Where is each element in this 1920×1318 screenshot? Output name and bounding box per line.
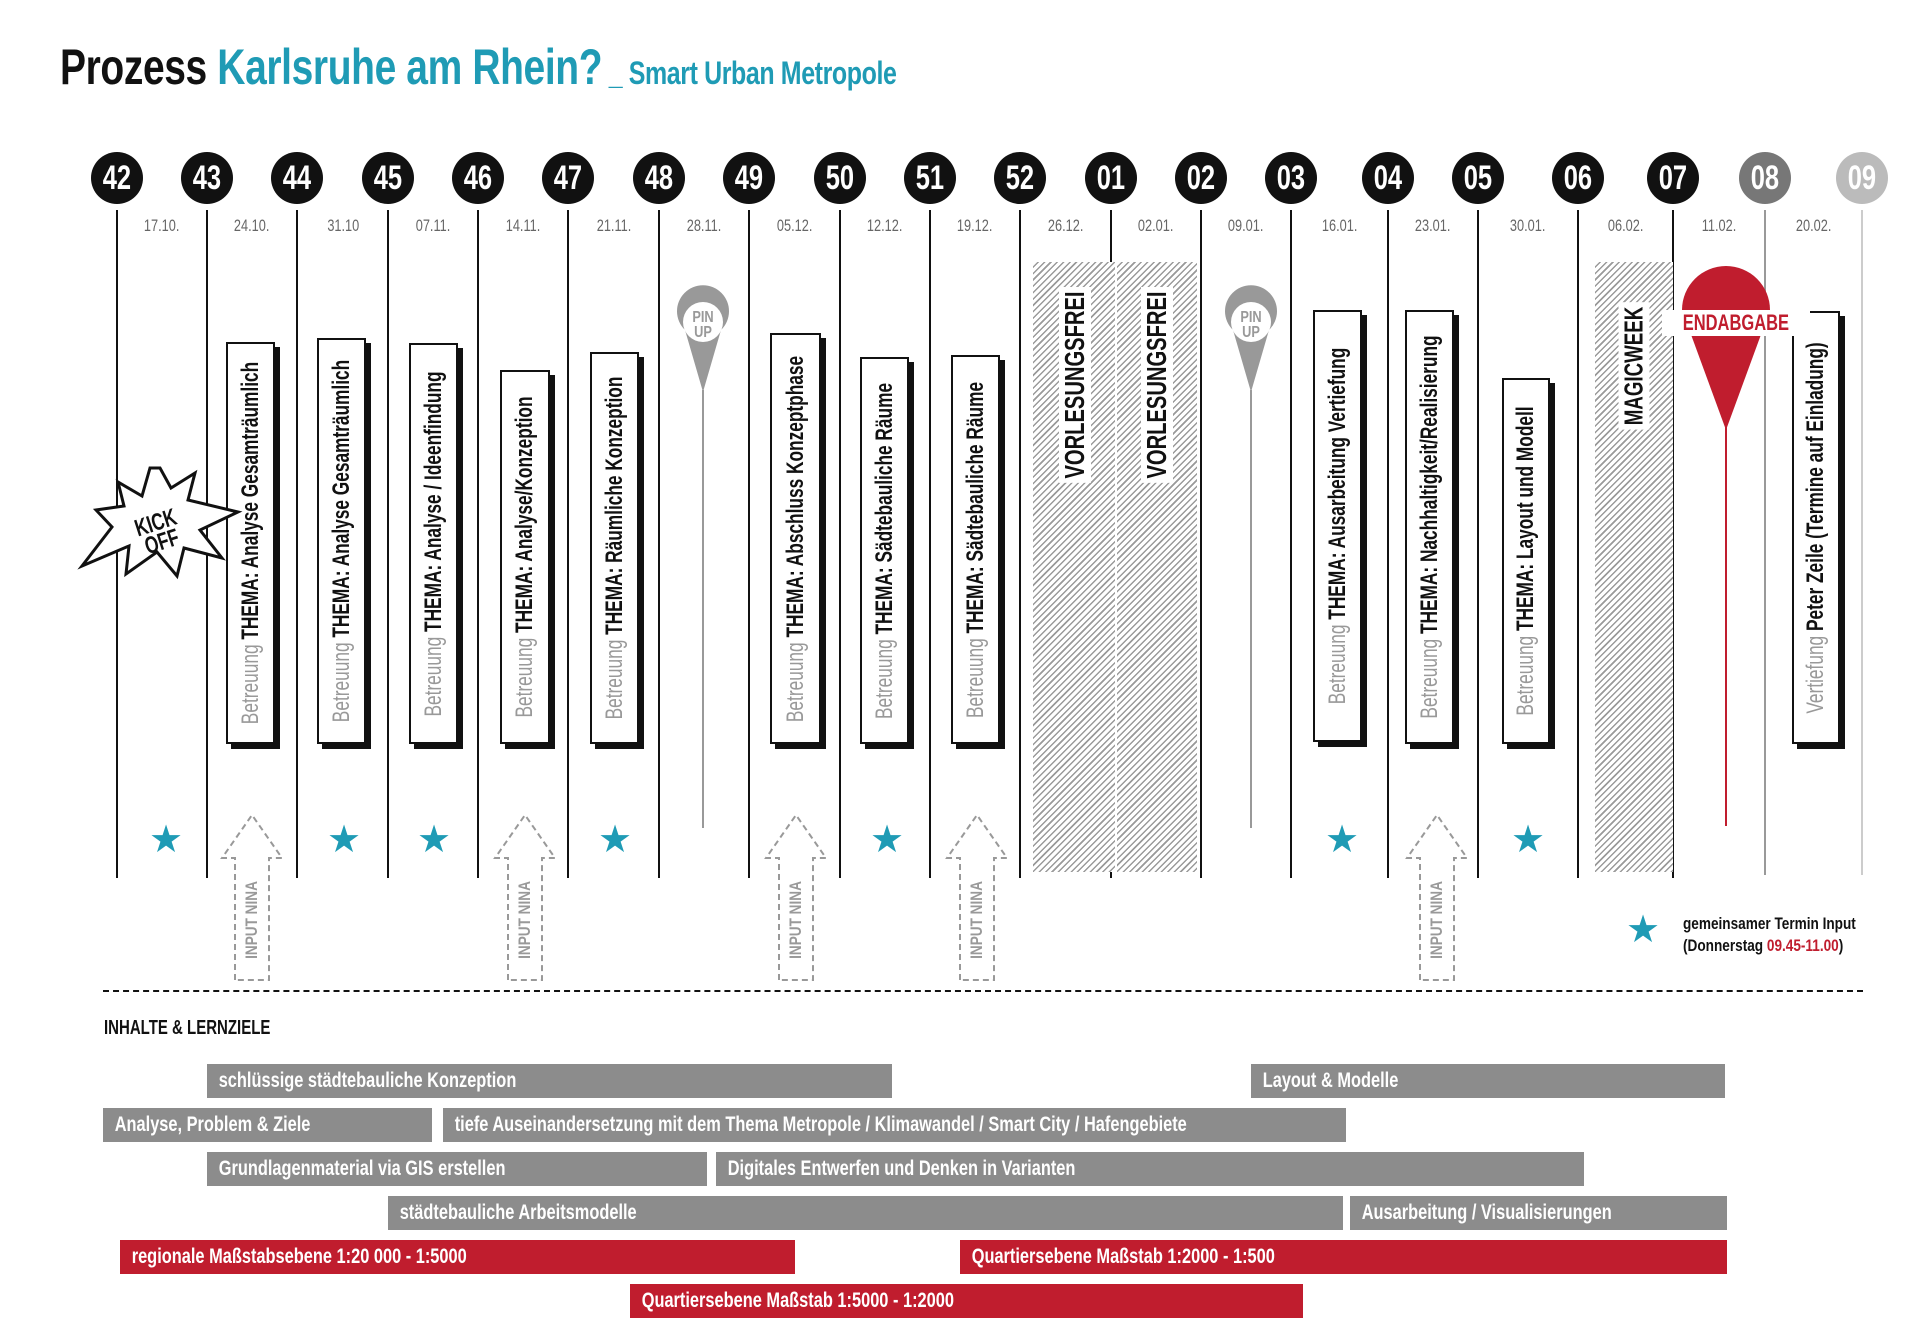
week-date-text: 11.02. [1701, 216, 1737, 235]
input-arrows [222, 815, 1467, 980]
topic-label: THEMA [419, 570, 447, 632]
topic-title: : Analyse Gesamträumlich [327, 359, 355, 577]
week-number-text: 44 [282, 159, 312, 197]
week-date-text: 19.12. [957, 216, 993, 235]
topic-title: : Räumliche Konzeption [600, 376, 628, 574]
topic-prefix: Betreuung [781, 637, 809, 722]
input-nina-label-3: INPUT NINA [786, 881, 805, 959]
week-date-text: 31.10 [327, 216, 359, 235]
endabgabe-drop-icon [1682, 266, 1770, 430]
week-date-text: 07.11. [415, 216, 451, 235]
week-number-text: 03 [1276, 159, 1306, 197]
topic-prefix: Betreuung [1323, 619, 1351, 705]
title-subtitle: _ Smart Urban Metropole [602, 55, 897, 91]
week-number-text: 05 [1463, 159, 1493, 197]
goal-bar [630, 1284, 1303, 1318]
goal-bar-text: Layout & Modelle [1262, 1069, 1399, 1092]
week-date-text: 23.01. [1415, 216, 1451, 235]
goal-bar [103, 1108, 432, 1142]
topic-label: THEMA [600, 573, 628, 635]
input-nina-label-4: INPUT NINA [967, 881, 986, 959]
goal-bar [207, 1152, 707, 1186]
topic-prefix: Betreuung [236, 639, 264, 725]
input-nina-label-1: INPUT NINA [242, 881, 261, 959]
week-number-text: 01 [1096, 159, 1126, 197]
goal-bar [120, 1240, 795, 1274]
topic-prefix: Betreuung [511, 632, 538, 718]
week-number-text: 48 [644, 159, 674, 197]
goal-bar [960, 1240, 1727, 1274]
input-star-icon: ★ [416, 819, 452, 861]
title-prefix: Prozess [60, 39, 218, 95]
topic-label: THEMA [236, 578, 264, 640]
topic-label: Peter Zeile (Termine auf Einladung) [1802, 341, 1829, 631]
topic-title: : Sädtebauliche Räume [961, 381, 989, 572]
input-nina-label-5: INPUT NINA [1427, 881, 1446, 959]
pinup-text-2: PIN UP [1240, 309, 1262, 341]
topic-title: : Layout und Modell [1512, 406, 1539, 570]
topic-title: : Analyse Gesamträumlich [236, 361, 264, 579]
week-number-text: 08 [1750, 159, 1780, 197]
week-number-text: 09 [1847, 159, 1877, 197]
topic-prefix: Vertiefung [1802, 630, 1829, 714]
week-date-text: 02.01. [1138, 216, 1174, 235]
week-date-text: 09.01. [1228, 216, 1264, 235]
goal-bar-text: Quartiersebene Maßstab 1:2000 - 1:500 [971, 1245, 1275, 1268]
legend-star-icon: ★ [1626, 909, 1661, 951]
week-date-text: 30.01. [1510, 216, 1546, 235]
topic-prefix: Betreuung [600, 634, 628, 720]
input-star-icon: ★ [1510, 819, 1546, 861]
vorlesungsfrei-label-1: VORLESUNGSFREI [1059, 287, 1091, 483]
week-date-text: 21.11. [596, 216, 632, 235]
topic-label: THEMA [961, 571, 989, 634]
topic-prefix: Betreuung [961, 633, 989, 718]
goal-bar-text: Grundlagenmaterial via GIS erstellen [218, 1157, 506, 1180]
topic-label: THEMA [511, 571, 538, 633]
week-number-text: 50 [825, 159, 855, 197]
goal-bar-text: Digitales Entwerfen und Denken in Varianten [727, 1157, 1076, 1180]
goal-bar [388, 1196, 1343, 1230]
topic-label: THEMA [1415, 572, 1443, 635]
goal-bar-text: tiefe Auseinandersetzung mit dem Thema Metropole / Klimawandel / Smart City / Hafengebiete [454, 1113, 1187, 1136]
section-title-text: INHALTE & LERNZIELE [104, 1017, 271, 1039]
legend-time: 09.45-11.00 [1766, 936, 1839, 955]
input-star-icon: ★ [597, 819, 633, 861]
topic-title: : Ausarbeitung Vertiefung [1323, 347, 1351, 559]
input-star-icon: ★ [148, 819, 184, 861]
goal-bar-text: Ausarbeitung / Visualisierungen [1361, 1201, 1612, 1224]
legend-line1: gemeinsamer Termin Input [1683, 914, 1856, 933]
week-date-text: 14.11. [505, 216, 541, 235]
week-date-text: 28.11. [686, 216, 722, 235]
pinup-text-1: PIN UP [692, 309, 714, 341]
week-number-text: 07 [1658, 159, 1688, 197]
week-number-text: 04 [1373, 159, 1403, 197]
week-number-text: 42 [102, 159, 132, 197]
topic-title: : Analyse/Konzeption [511, 396, 538, 572]
week-date-text: 05.12. [777, 216, 813, 235]
vorlesungsfrei-label-2: VORLESUNGSFREI [1141, 287, 1173, 483]
week-number-text: 49 [734, 159, 764, 197]
topic-prefix: Betreuung [1512, 631, 1539, 716]
goal-bar-text: Quartiersebene Maßstab 1:5000 - 1:2000 [641, 1289, 954, 1312]
topic-prefix: Betreuung [870, 634, 898, 719]
pinup-label-2 [1231, 310, 1271, 340]
input-star-icon: ★ [326, 819, 362, 861]
topic-label: THEMA [781, 575, 809, 638]
goal-bar-text: Analyse, Problem & Ziele [114, 1113, 311, 1136]
week-date-text: 06.02. [1608, 216, 1644, 235]
section-title [104, 1017, 326, 1040]
week-number-text: 06 [1563, 159, 1593, 197]
goal-bar [1251, 1064, 1725, 1098]
topic-label: THEMA [327, 576, 355, 638]
topic-prefix: Betreuung [327, 637, 355, 723]
week-number-text: 46 [463, 159, 493, 197]
legend-close: ) [1838, 936, 1844, 955]
week-number-text: 52 [1005, 159, 1035, 197]
magicweek-label: MAGICWEEK [1619, 302, 1650, 429]
week-date-text: 20.02. [1796, 216, 1832, 235]
input-nina-label-2: INPUT NINA [515, 881, 534, 959]
topic-label: THEMA [1323, 558, 1351, 620]
week-date-text: 17.10. [144, 216, 180, 235]
week-date-text: 12.12. [867, 216, 903, 235]
topic-title: : Abschluss Konzeptphase [781, 355, 809, 576]
legend-line2: (Donnerstag [1683, 936, 1767, 955]
week-number-text: 43 [192, 159, 222, 197]
week-number-text: 51 [915, 159, 945, 197]
topic-prefix: Betreuung [1415, 634, 1443, 719]
pinup-label-1 [683, 310, 723, 340]
goal-bar [716, 1152, 1584, 1186]
week-date-text: 24.10. [234, 216, 270, 235]
week-date-text: 16.01. [1322, 216, 1358, 235]
topic-label: THEMA [870, 572, 898, 635]
input-star-icon: ★ [1324, 819, 1360, 861]
goal-bar [1350, 1196, 1727, 1230]
title-main: Karlsruhe am Rhein? [217, 39, 603, 95]
endabgabe-text: ENDABGABE [1682, 310, 1790, 335]
kickoff-text: KICK OFF [131, 503, 183, 561]
input-star-icon: ★ [869, 819, 905, 861]
endabgabe-label [1662, 310, 1810, 336]
topic-prefix: Betreuung [419, 631, 447, 717]
topic-title: : Nachhaltigkeit/Realisierung [1415, 335, 1443, 573]
week-date-text: 26.12. [1048, 216, 1084, 235]
week-number-text: 47 [553, 159, 583, 197]
topic-title: : Analyse / Ideenfindung [419, 370, 447, 571]
goal-bar-text: regionale Maßstabsebene 1:20 000 - 1:5000 [131, 1245, 467, 1268]
section-divider [103, 990, 1863, 992]
week-number-text: 02 [1186, 159, 1216, 197]
legend [1626, 909, 1899, 957]
topic-label: THEMA [1512, 569, 1539, 632]
legend-text [1683, 913, 1856, 957]
goal-bar [207, 1064, 892, 1098]
week-number-text: 45 [373, 159, 403, 197]
goal-bar-text: städtebauliche Arbeitsmodelle [399, 1201, 637, 1224]
goal-bar [443, 1108, 1346, 1142]
topic-title: : Sädtebauliche Räume [870, 382, 898, 573]
goal-bar-text: schlüssige städtebauliche Konzeption [218, 1069, 517, 1092]
